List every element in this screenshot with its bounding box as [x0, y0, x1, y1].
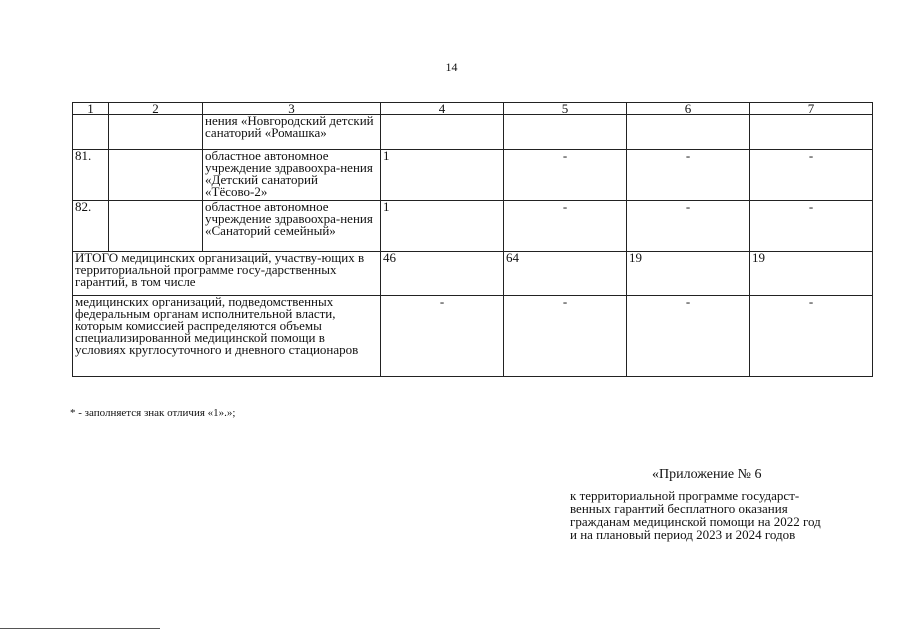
organizations-table: [72, 102, 873, 377]
table-row: [73, 115, 873, 150]
table-header-row: [73, 103, 873, 115]
appendix-line: гражданам медицинской помощи на 2022 год: [570, 514, 821, 529]
page-number: 14: [445, 60, 458, 74]
appendix-title: «Приложение № 6: [652, 467, 762, 482]
table-cell: [750, 115, 873, 150]
table-cell: [381, 115, 504, 150]
table-cell: 64: [504, 252, 627, 296]
appendix-body: [570, 489, 870, 541]
table-cell: -: [504, 296, 627, 377]
federal-row: [73, 296, 873, 377]
table-cell: 1: [381, 150, 504, 201]
table-cell: -: [504, 150, 627, 201]
table-cell: [504, 115, 627, 150]
row-number: 81.: [73, 150, 109, 201]
organization-name: областное автономное учреждение здравоохра-нения «Детский санаторий «Тёсово-2»: [203, 150, 381, 201]
column-header: 3: [203, 103, 381, 115]
table-cell: 1: [381, 201, 504, 252]
federal-label: медицинских организаций, подведомственных федеральным органам исполнительной власти, которым комиссией распределяются объемы специализированной медицинской помощи в условиях круглосуточного и дневного стационаров: [73, 296, 381, 377]
appendix-line: к территориальной программе государст-: [570, 488, 800, 503]
row-number: 82.: [73, 201, 109, 252]
table-row: [73, 201, 873, 252]
total-row: [73, 252, 873, 296]
table-cell: [109, 201, 203, 252]
table-cell: [627, 115, 750, 150]
table-cell: 19: [750, 252, 873, 296]
column-header: 7: [750, 103, 873, 115]
column-header: 5: [504, 103, 627, 115]
row-number: [73, 115, 109, 150]
table-cell: -: [627, 296, 750, 377]
organization-name: нения «Новгородский детский санаторий «Ромашка»: [203, 115, 381, 150]
total-label: ИТОГО медицинских организаций, участву-ющих в территориальной программе госу-дарственных гарантий, в том числе: [73, 252, 381, 296]
appendix-line: и на плановый период 2023 и 2024 годов: [570, 527, 796, 542]
column-header: 6: [627, 103, 750, 115]
table-cell: -: [381, 296, 504, 377]
table-row: [73, 150, 873, 201]
table-cell: -: [750, 201, 873, 252]
column-header: 2: [109, 103, 203, 115]
table-cell: -: [627, 150, 750, 201]
table-cell: 46: [381, 252, 504, 296]
table-cell: [109, 150, 203, 201]
footnote: * - заполняется знак отличия «1».»;: [70, 407, 236, 419]
column-header: 4: [381, 103, 504, 115]
table-cell: -: [750, 150, 873, 201]
appendix-line: венных гарантий бесплатного оказания: [570, 501, 788, 516]
organization-name: областное автономное учреждение здравоохра-нения «Санаторий семейный»: [203, 201, 381, 252]
bottom-rule: [0, 628, 160, 629]
table-cell: -: [750, 296, 873, 377]
table-cell: -: [504, 201, 627, 252]
table-cell: [109, 115, 203, 150]
table-cell: -: [627, 201, 750, 252]
column-header: 1: [73, 103, 109, 115]
table-cell: 19: [627, 252, 750, 296]
